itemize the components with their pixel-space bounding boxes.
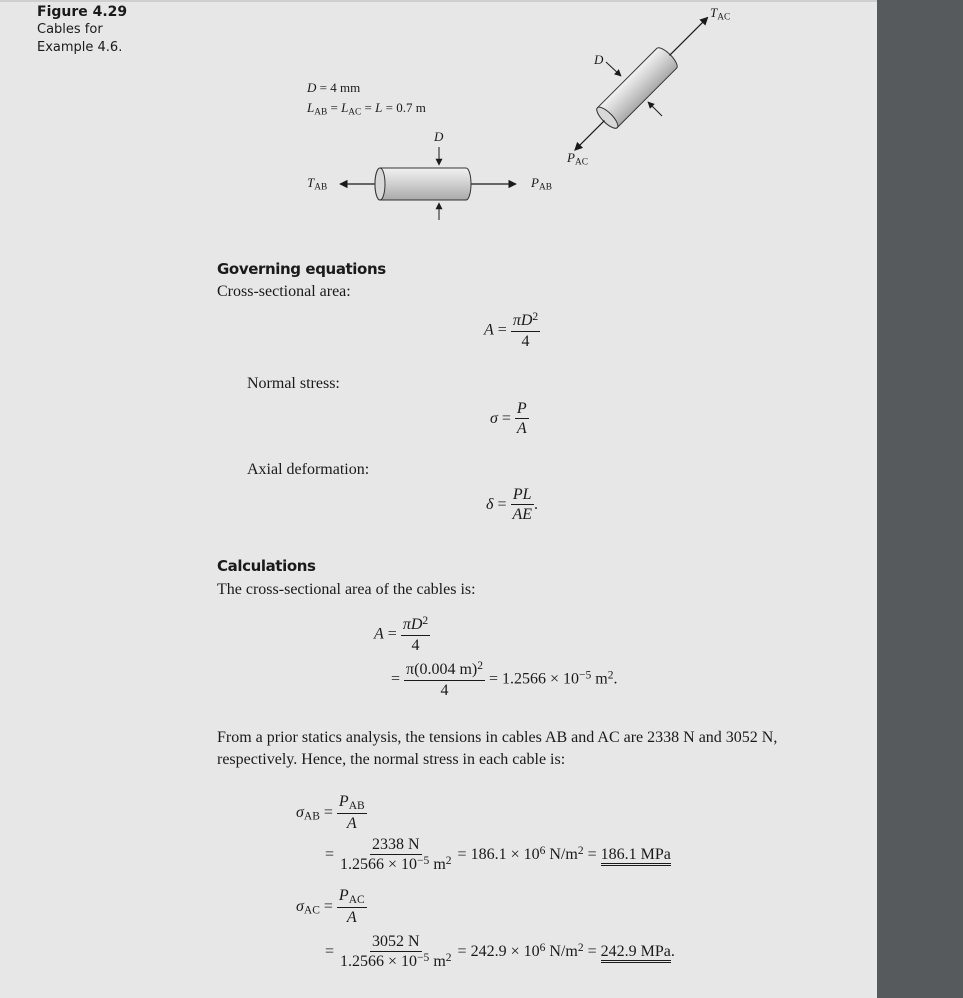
force-ac-value: 3052 N bbox=[370, 933, 422, 952]
given-diameter: D = 4 mm bbox=[307, 80, 361, 95]
prior-analysis-line-1: From a prior statics analysis, the tensions in cables AB and AC are 2338 N and 3052 N, bbox=[217, 729, 778, 746]
tension-ab-label: $T_{AB}$ bbox=[307, 175, 328, 193]
area-numerator: π(0.004 m) bbox=[406, 661, 478, 679]
deformation-label: Axial deformation: bbox=[247, 461, 370, 478]
tension-ac-arrow bbox=[670, 17, 708, 55]
area-calc-line-2: = $\frac{\pi(0.004 m)^2}{4}$ = $1.2566 \times 10^{-5}$ $m^2$. bbox=[391, 660, 618, 699]
area-formula: A = $\frac{\pi D^2}{4}$ bbox=[484, 311, 539, 350]
given-lengths: $L_{AB} = L_{AC} = L = 0.7$ m bbox=[307, 100, 426, 118]
diameter-ac-arrow-top bbox=[606, 62, 621, 76]
cable-ab bbox=[340, 147, 516, 220]
stress-ac-result: = 242.9 × 10 bbox=[457, 943, 540, 961]
calculations-intro: The cross-sectional area of the cables is: bbox=[217, 581, 476, 598]
stress-ac-line-1: $\sigma_{AC}$ = $\frac{P_{AC}}{A}$ bbox=[296, 887, 365, 927]
stress-label: Normal stress: bbox=[247, 375, 340, 392]
stress-ab-line-2: = $\frac{2338 N}{1.2566 \times 10^{-5} m^2}$ = $186.1 \times 10^6$ $N/m^2 = 186.1$ MPa bbox=[325, 836, 671, 874]
figure-caption-line-1: Cables for bbox=[37, 22, 103, 37]
area-result: = 1.2566 × 10 bbox=[488, 670, 580, 688]
area-calc-line-1: A = $\frac{\pi D^2}{4}$ bbox=[374, 615, 429, 654]
cylinder-ab bbox=[375, 168, 471, 200]
area-label: Cross-sectional area: bbox=[217, 283, 351, 300]
force-ab-label: $P_{AB}$ bbox=[531, 175, 552, 193]
force-ac-label: $P_{AC}$ bbox=[567, 150, 588, 168]
diameter-label-ab: D bbox=[434, 129, 444, 144]
calculations-heading: Calculations bbox=[217, 557, 316, 575]
governing-heading: Governing equations bbox=[217, 260, 386, 278]
figure-label: Figure 4.29 bbox=[37, 4, 128, 20]
figure-caption-line-2: Example 4.6. bbox=[37, 40, 123, 55]
deformation-formula: δ = $\frac{PL}{AE}$ . bbox=[486, 486, 539, 524]
stress-ab-line-1: $\sigma_{AB}$ = $\frac{P_{AB}}{A}$ bbox=[296, 793, 365, 833]
stress-ac-line-2: = $\frac{3052 N}{1.2566 \times 10^{-5} m^2}$ = $242.9 \times 10^6$ $N/m^2 = 242.9$ MPa. bbox=[325, 933, 675, 971]
force-ac-arrow bbox=[575, 121, 605, 151]
stress-ab-mpa: 186.1 MPa bbox=[601, 846, 671, 866]
diameter-ac-arrow-bottom bbox=[648, 102, 662, 116]
stress-ac-mpa: 242.9 MPa bbox=[601, 943, 671, 963]
tension-ac-label: $T_{AC}$ bbox=[710, 5, 731, 23]
diameter-label-ac: D bbox=[594, 52, 604, 67]
prior-analysis-line-2: respectively. Hence, the normal stress in each cable is: bbox=[217, 751, 566, 768]
stress-ab-result: = 186.1 × 10 bbox=[457, 846, 540, 864]
cable-ac bbox=[565, 7, 718, 160]
force-ab-value: 2338 N bbox=[370, 836, 422, 855]
stress-formula: σ = $\frac{P}{A}$ bbox=[490, 400, 527, 438]
